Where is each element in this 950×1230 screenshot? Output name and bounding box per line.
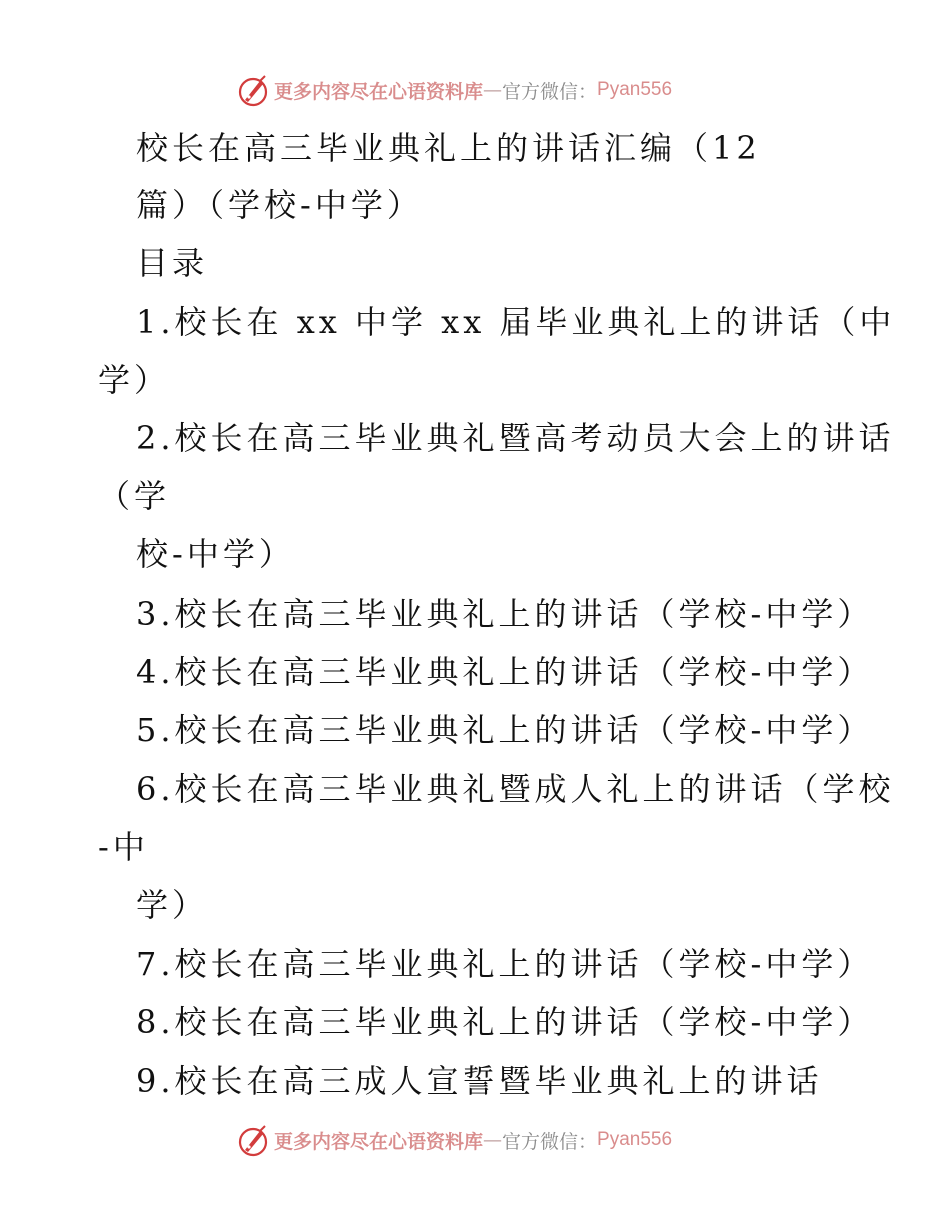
toc-line: 8.校长在高三毕业典礼上的讲话（学校-中学）	[136, 1003, 874, 1041]
toc-line: 5.校长在高三毕业典礼上的讲话（学校-中学）	[136, 711, 874, 749]
toc-line: 校-中学）	[136, 535, 295, 573]
toc-line: 学）	[98, 361, 171, 399]
watermark-handle: Pyan556	[597, 79, 673, 100]
toc-line: 4.校长在高三毕业典礼上的讲话（学校-中学）	[136, 653, 874, 691]
watermark-separator: —	[483, 79, 503, 101]
header-watermark	[236, 72, 672, 108]
toc-line: 7.校长在高三毕业典礼上的讲话（学校-中学）	[136, 945, 874, 983]
toc-line: -中	[98, 828, 149, 866]
quill-pen-logo-icon	[236, 1123, 270, 1157]
footer-watermark	[236, 1122, 672, 1158]
toc-heading: 目录	[136, 244, 209, 282]
document-title-line-1: 校长在高三毕业典礼上的讲话汇编（12	[136, 129, 761, 167]
watermark-text: 更多内容尽在心语资料库	[274, 80, 484, 103]
watermark-label: 官方微信：	[502, 1130, 598, 1153]
document-title-line-2: 篇）（学校-中学）	[136, 186, 423, 224]
toc-line: 2.校长在高三毕业典礼暨高考动员大会上的讲话	[136, 419, 895, 457]
toc-line: 6.校长在高三毕业典礼暨成人礼上的讲话（学校	[136, 770, 895, 808]
watermark-separator: —	[483, 1129, 503, 1151]
toc-line: 1.校长在 xx 中学 xx 届毕业典礼上的讲话（中	[136, 303, 896, 341]
watermark-label: 官方微信：	[502, 80, 598, 103]
toc-line: 9.校长在高三成人宣誓暨毕业典礼上的讲话	[136, 1062, 823, 1100]
toc-line: 学）	[136, 886, 209, 924]
watermark-handle: Pyan556	[597, 1129, 673, 1150]
quill-pen-logo-icon	[236, 73, 270, 107]
watermark-text: 更多内容尽在心语资料库	[274, 1130, 484, 1153]
toc-line: 3.校长在高三毕业典礼上的讲话（学校-中学）	[136, 595, 874, 633]
toc-line: （学	[98, 477, 171, 515]
